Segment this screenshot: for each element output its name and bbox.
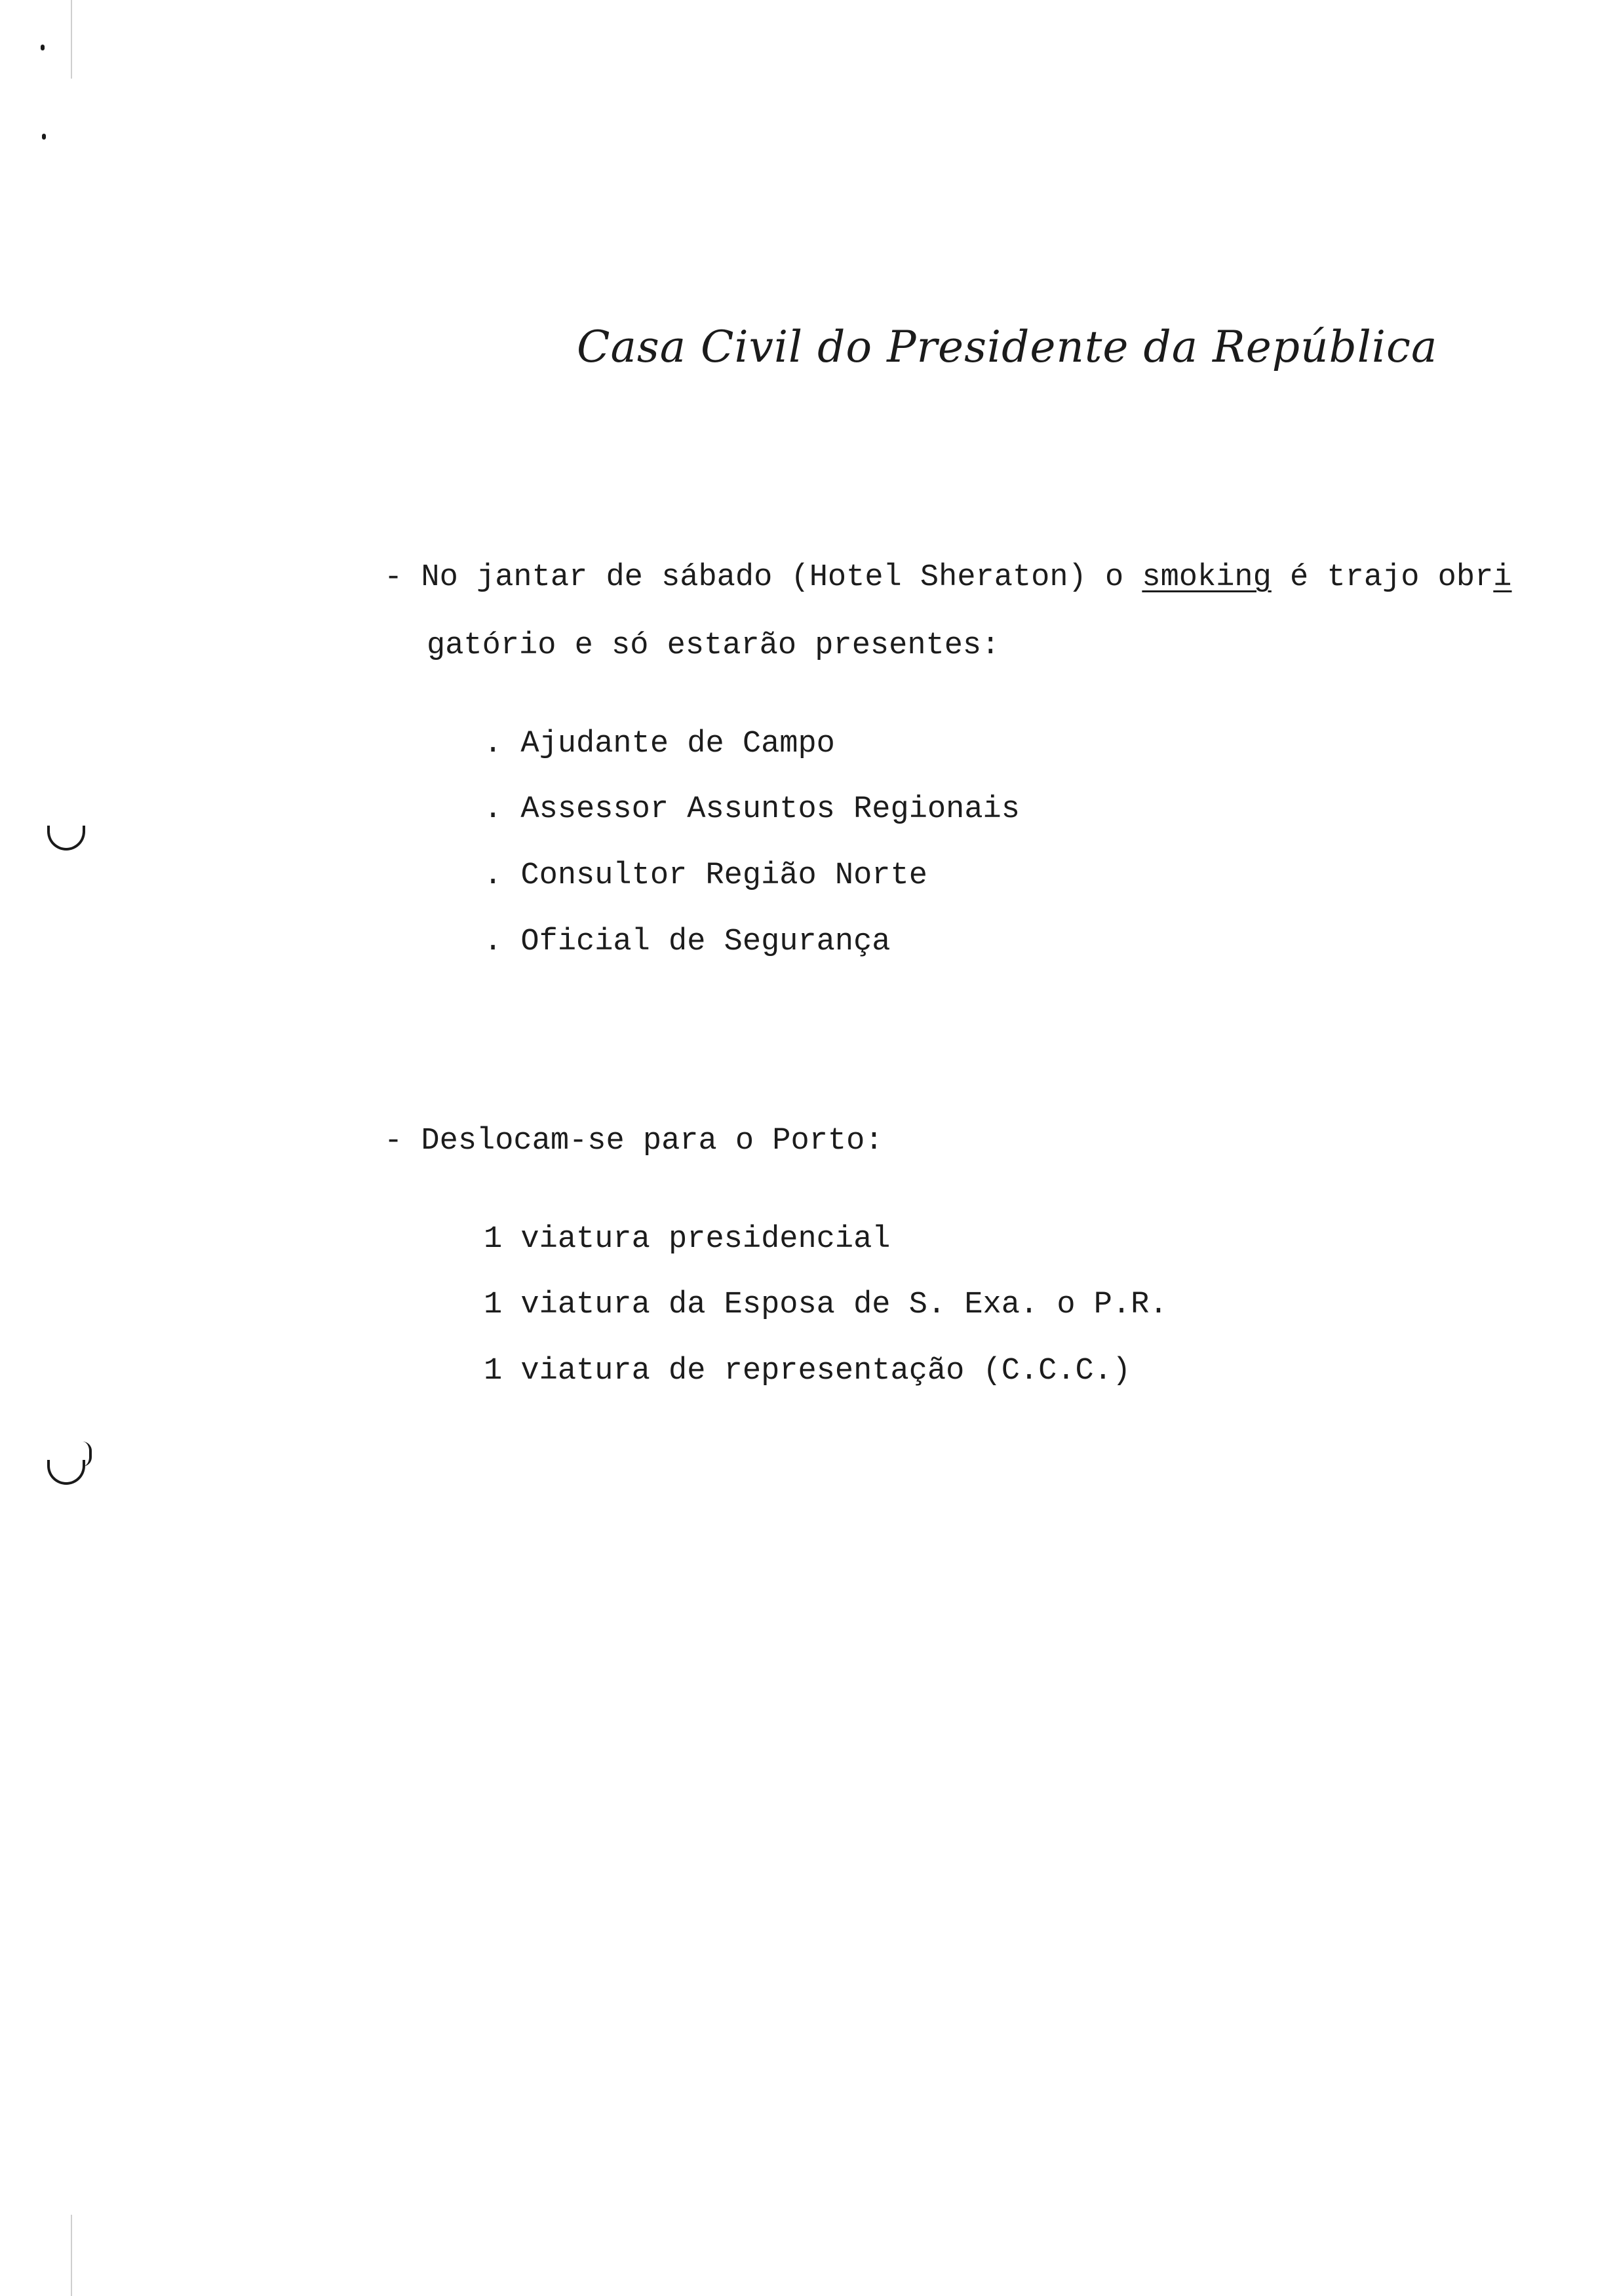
scan-speck <box>42 134 46 140</box>
binder-hole-mark <box>47 1460 85 1485</box>
scan-edge-line-top <box>71 0 72 79</box>
attendee-list-item: . Ajudante de Campo <box>484 727 835 761</box>
vehicle-list-item: 1 viatura da Esposa de S. Exa. o P.R. <box>484 1288 1168 1322</box>
vehicle-list-item: 1 viatura de representação (C.C.C.) <box>484 1354 1131 1388</box>
smoking-emphasis: smoking <box>1142 560 1272 595</box>
dinner-paragraph-line-2: gatório e só estarão presentes: <box>427 628 1000 663</box>
attendee-list-item: . Consultor Região Norte <box>484 858 927 893</box>
binder-hole-mark <box>47 826 85 851</box>
scan-speck <box>41 45 45 50</box>
dinner-paragraph-line-1 <box>384 558 1512 598</box>
scan-edge-line-bottom <box>71 2215 72 2296</box>
attendee-list-item: . Assessor Assuntos Regionais <box>484 792 1020 827</box>
vehicle-list-item: 1 viatura presidencial <box>484 1222 891 1257</box>
dinner-line-prefix: - No jantar de sábado (Hotel Sheraton) o <box>384 560 1142 595</box>
travel-heading: - Deslocam-se para o Porto: <box>384 1124 884 1158</box>
binder-hole-mark <box>83 1442 92 1466</box>
letterhead-title: Casa Civil do Presidente da República <box>577 322 1438 372</box>
dinner-line-end: i <box>1493 560 1512 595</box>
dinner-line-middle: é trajo obr <box>1271 560 1494 595</box>
attendee-list-item: . Oficial de Segurança <box>484 925 891 959</box>
